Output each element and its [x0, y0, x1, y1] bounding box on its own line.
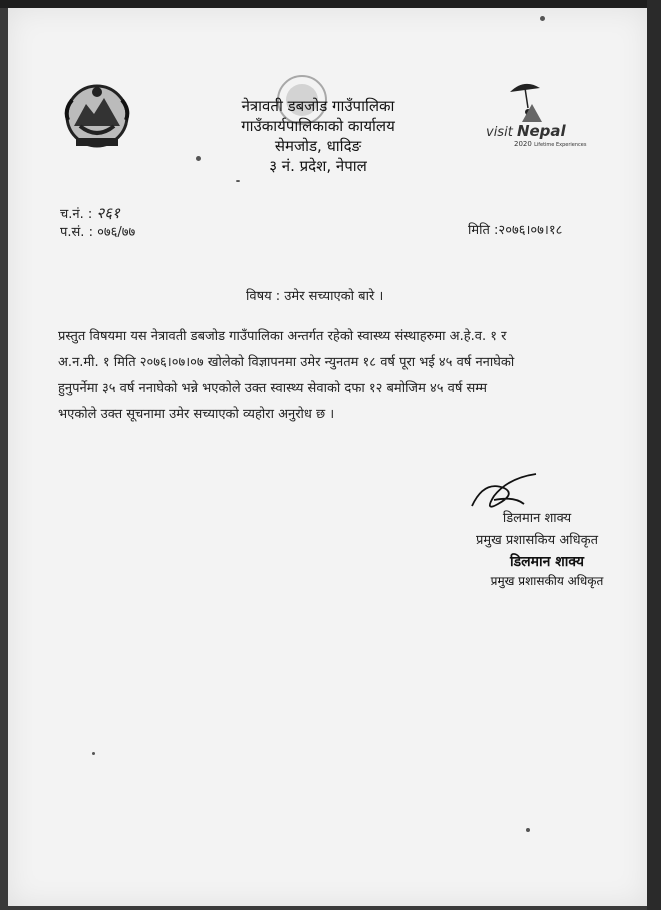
visit-tagline: Lifetime Experiences	[534, 142, 587, 148]
visit-brand: Nepal	[516, 122, 566, 140]
nepal-emblem-icon	[60, 80, 134, 152]
letter-body: प्रस्तुत विषयमा यस नेत्रावती डबजोड गाउँपालिका अन्तर्गत रहेको स्वास्थ्य संस्थाहरुमा अ.हे.व. १ र अ.न.मी. १ मिति २०७६।०७।०७ खोलेको विज्ञापनमा उमेर न्युनतम १८ वर्ष पूरा भई ४५ वर्ष ननाघेको हुनुपर्नेमा ३५ वर्ष ननाघेको भन्ने भएकोले उक्त स्वास्थ्य सेवाको दफा १२ बमोजिम ४५ वर्ष सम्म भएकोले उक्त सूचनामा उमेर सच्याएको व्यहोरा अनुरोध छ ।	[58, 329, 515, 422]
letter-date: मिति :२०७६।०७।१८	[468, 223, 563, 238]
scan-speck	[526, 828, 530, 832]
scan-speck	[196, 156, 201, 161]
office-address: सेमजोड, धादिङ	[274, 137, 362, 155]
stamp-title: प्रमुख प्रशासकीय अधिकृत	[490, 574, 604, 588]
signatory-block	[452, 508, 622, 552]
municipality-name: नेत्रावती डबजोड गाउँपालिका	[241, 97, 395, 115]
signatory-title: प्रमुख प्रशासकिय अधिकृत	[475, 533, 599, 548]
signatory-name: डिलमान शाक्य	[502, 511, 572, 526]
chalani-label: च.नं. :	[60, 207, 93, 222]
office-name: गाउँकार्यपालिकाको कार्यालय	[241, 117, 395, 135]
scan-right-edge	[647, 0, 661, 910]
letter-subject: विषय : उमेर सच्याएको बारे ।	[246, 289, 384, 304]
name-stamp	[472, 552, 622, 590]
patra-label: प.सं. :	[60, 225, 93, 240]
visit-year: 2020	[514, 140, 532, 148]
province-line: ३ नं. प्रदेश, नेपाल	[269, 157, 367, 175]
scan-speck	[92, 752, 95, 755]
stamp-name: डिलमान शाक्य	[509, 554, 584, 570]
visit-nepal-logo	[480, 78, 587, 154]
scan-top-edge	[0, 0, 661, 8]
chalani-number: २६१	[96, 204, 120, 222]
visit-prefix: visit	[486, 125, 513, 140]
umbrella-icon	[480, 78, 580, 128]
patra-number: ०७६/७७	[97, 225, 136, 240]
letterhead	[148, 96, 488, 176]
scan-speck	[236, 180, 240, 182]
reference-numbers	[60, 204, 135, 242]
letter-page	[8, 8, 648, 906]
scan-speck	[540, 16, 545, 21]
